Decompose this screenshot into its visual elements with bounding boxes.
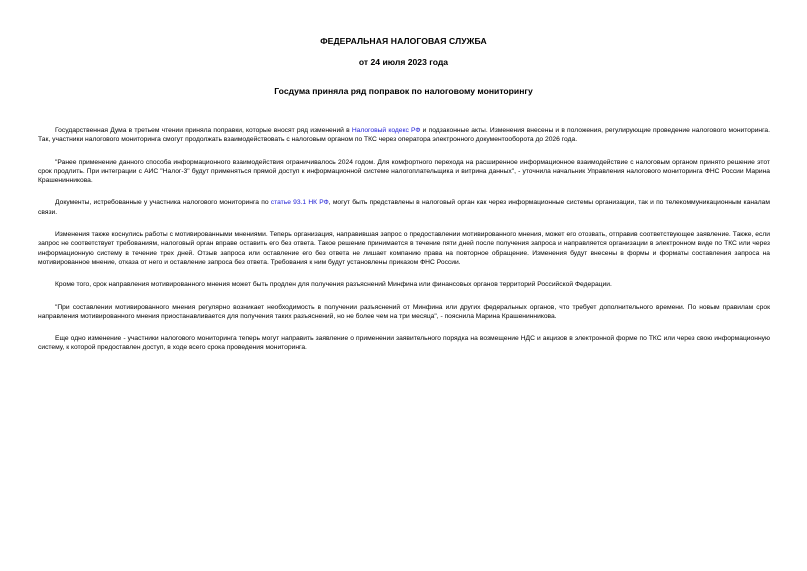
paragraph-1-text-start: Государственная Дума в третьем чтении приняла поправки, которые вносят ряд изменений в (55, 127, 352, 134)
paragraph-3 (38, 198, 770, 217)
paragraph-5: Кроме того, срок направления мотивированного мнения может быть продлен для получения разъяснений Минфина или финансовых органов территорий Российской Федерации. (55, 281, 612, 289)
paragraph-3-text-end: , могут быть представлены в налоговый орган как через информационные системы организации, так и по телекоммуникационным каналам связи. (38, 199, 770, 216)
paragraph-1 (38, 126, 770, 145)
document-date: от 24 июля 2023 года (358, 57, 449, 67)
paragraph-4: Изменения также коснулись работы с мотивированными мнениями. Теперь организация, направившая запрос о предоставлении мотивированного мнения, может его отозвать, отправив соответствующее заявление. Также, если запрос не соответствует требованиям, налоговый орган вправе оставить его без ответа. Такое решение принимается в течение пяти дней после получения запроса и направляется организации в электронном виде по ТКС или через информационную систему в течение трех дней. Отзыв запроса или оставление его без ответа не лишает компанию права на повторное обращение. Изменения будут внесены в формы и форматы составления запроса на мотивированное мнение, отказа от него и оставление запроса без ответа. Требования к ним будут установлены приказом ФНС России. (38, 231, 770, 266)
paragraph-1-text-end: и подзаконные акты. Изменения внесены и в положения, регулирующие проведение налогового мониторинга. Так, участники налогового мониторинга смогут продолжать взаимодействовать с налоговым органом по ТКС через оператора электронного документооборота до 2026 года. (38, 127, 770, 144)
article-93-1-link[interactable]: статье 93.1 НК РФ (270, 199, 329, 207)
paragraph-7: Еще одно изменение - участники налогового мониторинга теперь могут направить заявление о применении заявительного порядка на возмещение НДС и акцизов в электронной форме по ТКС или через свою информационную систему, к которой предоставлен доступ, в ходе всего срока проведения мониторинга. (38, 335, 770, 352)
organization-heading: ФЕДЕРАЛЬНАЯ НАЛОГОВАЯ СЛУЖБА (320, 36, 487, 46)
document-body (38, 126, 770, 366)
paragraph-6: "При составлении мотивированного мнения регулярно возникает необходимость в получении разъяснений от Минфина или других федеральных органов, что требует дополнительного времени. По новым правилам срок направления мотивированного мнения приостанавливается для получения таких разъяснений, но не более чем на три месяца", - пояснила Марина Крашенинникова. (38, 303, 770, 320)
document-title: Госдума приняла ряд поправок по налоговому мониторингу (274, 86, 533, 96)
tax-code-link[interactable]: Налоговый кодекс РФ (351, 127, 421, 134)
paragraph-2: "Ранее применение данного способа информационного взаимодействия ограничивалось 2024 годом. Для комфортного перехода на расширенное информационное взаимодействие с налоговым органом принято решение этот срок продлить. При интеграции с АИС "Налог-3" будут применяться прямой доступ к информационной системе налогоплательщика и витрина данных", - уточнила начальник Управления налогового мониторинга ФНС России Марина Крашенинникова. (38, 158, 770, 185)
paragraph-3-text-start: Документы, истребованные у участника налогового мониторинга по (55, 199, 271, 207)
